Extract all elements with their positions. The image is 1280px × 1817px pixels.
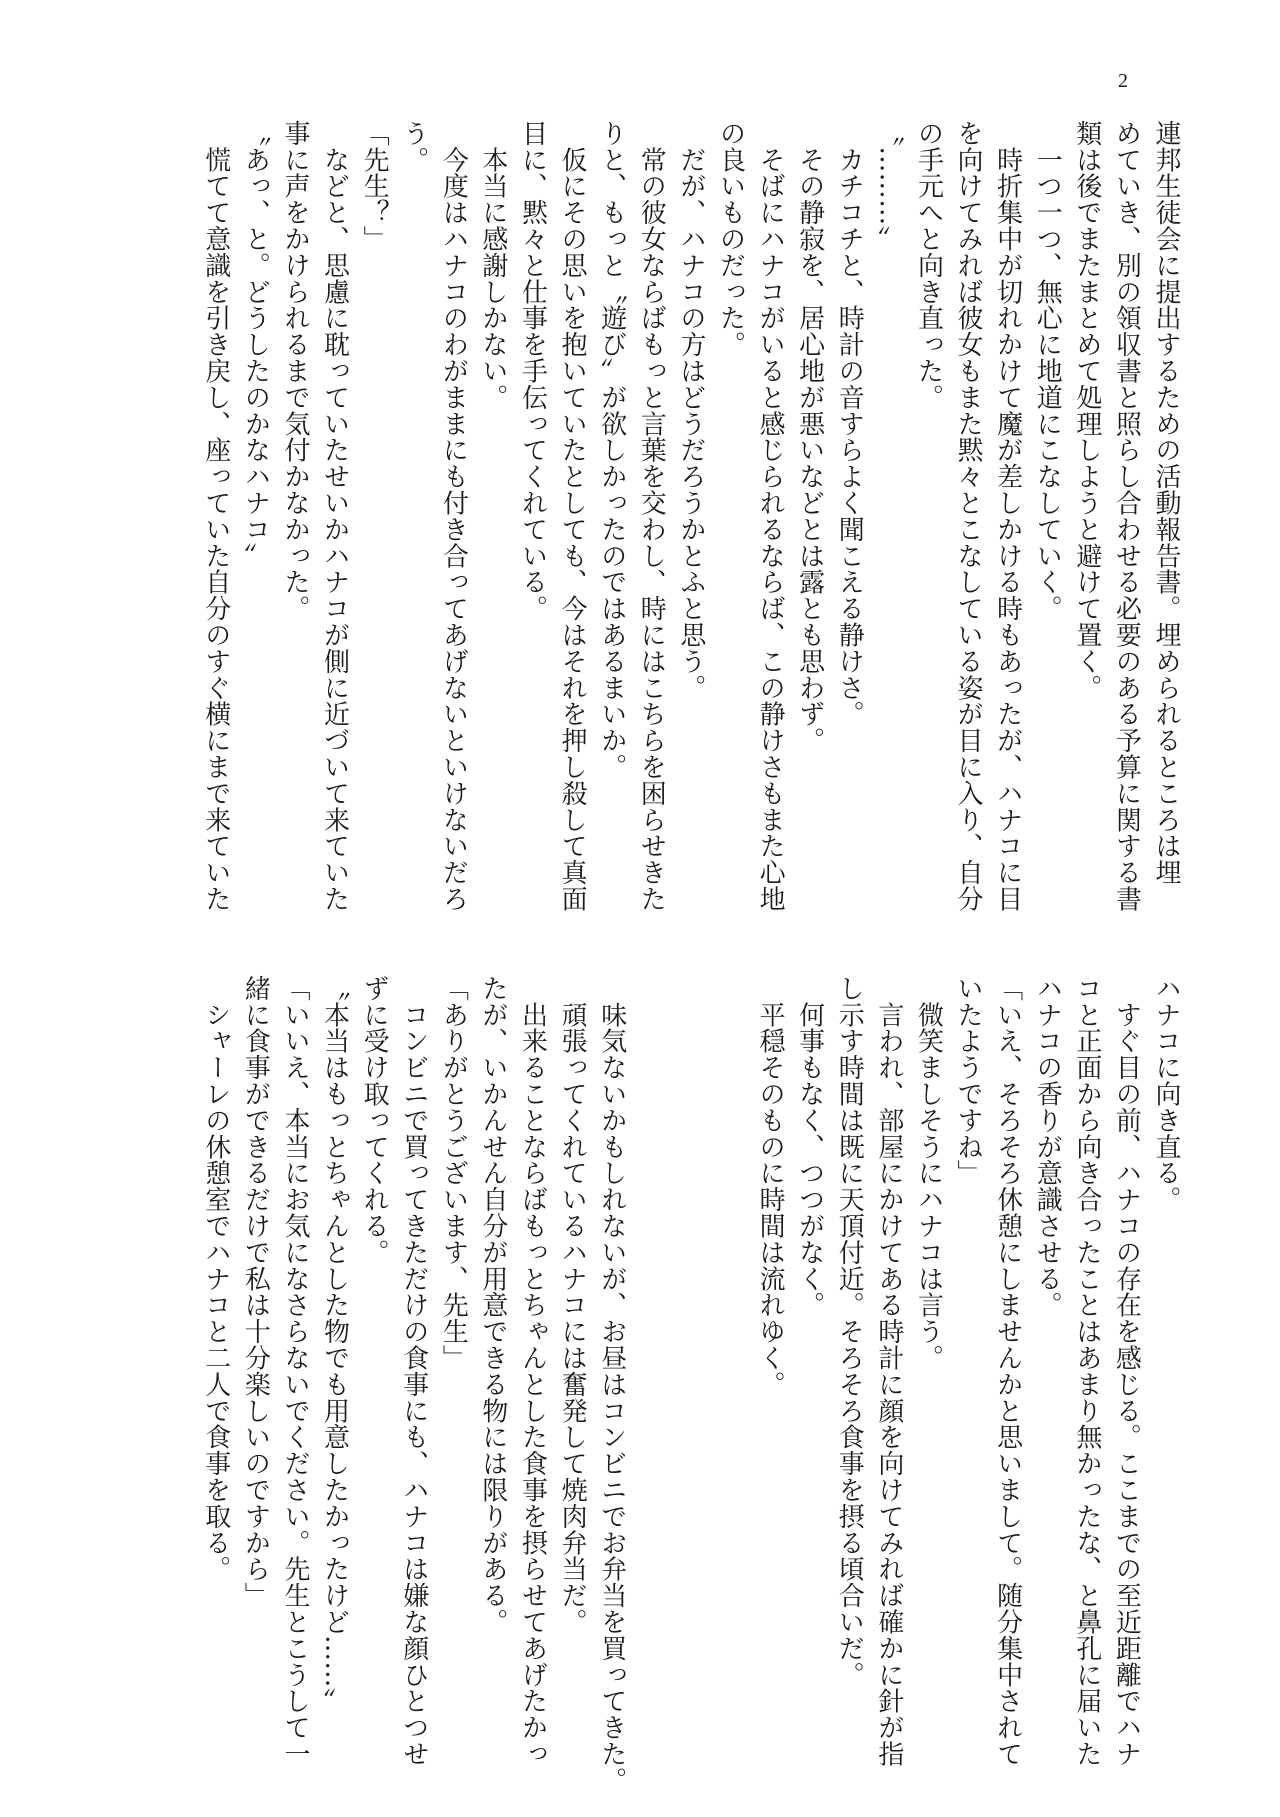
text-line: ハナコの香りが意識させる。 xyxy=(1032,975,1063,1319)
upper-text-block xyxy=(195,120,1185,912)
text-line xyxy=(631,975,671,1745)
text-line: 目に、黙々と仕事を手伝ってくれている。 xyxy=(517,120,548,622)
text-line: 本当に感謝しかない。 xyxy=(477,120,508,411)
text-line: 「いえ、そろそろ休憩にしませんかと思いまして。随分集中されて xyxy=(992,975,1023,1767)
text-line: 時折集中が切れかけて魔が差しかける時もあったが、ハナコに目 xyxy=(992,120,1023,912)
text-line: ハナコに向き直る。 xyxy=(1151,975,1181,1213)
text-line: 連邦生徒会に提出するための活動報告書。埋められるところは埋 xyxy=(1151,120,1181,886)
text-line: 事に声をかけられるまで気付かなかった。 xyxy=(279,120,310,622)
text-line: 〝………〟 xyxy=(873,120,904,252)
text-line: コンビニで買ってきただけの食事にも、ハナコは嫌な顔ひとつせ xyxy=(398,975,429,1767)
text-line: 類は後でまたまとめて処理しようと避けて置く。 xyxy=(1071,120,1102,701)
text-line: の手元へと向き直った。 xyxy=(913,120,944,411)
text-line: たが、いかんせん自分が用意できる物には限りがある。 xyxy=(477,975,508,1635)
text-line: 言われ、部屋にかけてある時計に顔を向けてみれば確かに針が指 xyxy=(873,975,904,1767)
text-line: 「いいえ、本当にお気になさらないでください。先生とこうして一 xyxy=(279,975,310,1767)
text-line: だが、ハナコの方はどうだろうかとふと思う。 xyxy=(675,120,706,701)
text-line: を向けてみれば彼女もまた黙々とこなしている姿が目に入り、自分 xyxy=(953,120,984,912)
text-line: めていき、別の領収書と照らし合わせる必要のある予算に関する書 xyxy=(1111,120,1142,912)
text-line: 何事もなく、つつがなく。 xyxy=(794,975,825,1319)
text-line: コと正面から向き合ったことはあまり無かったな、と鼻孔に届いた xyxy=(1071,975,1102,1767)
text-line: 平穏そのものに時間は流れゆく。 xyxy=(755,975,786,1398)
text-line: カチコチと、時計の音すらよく聞こえる静けさ。 xyxy=(834,120,865,728)
lower-text-block xyxy=(195,975,1185,1794)
text-line: 〝あっ、と。どうしたのかなハナコ〟 xyxy=(240,120,271,569)
text-line: 〝本当はもっとちゃんとした物でも用意したかったけど……〟 xyxy=(319,975,350,1715)
text-line: 「ありがとうございます、先生」 xyxy=(438,975,469,1371)
text-line: 仮にその思いを抱いていたとしても、今はそれを押し殺して真面 xyxy=(557,120,588,912)
text-line: ずに受け取ってくれる。 xyxy=(359,975,390,1266)
text-line: 頑張ってくれているハナコには奮発して焼肉弁当だ。 xyxy=(557,975,588,1635)
text-line: 味気ないかもしれないが、お昼はコンビニでお弁当を買ってきた。 xyxy=(596,975,627,1794)
text-line: その静寂を、居心地が悪いなどとは露とも思わず。 xyxy=(794,120,825,754)
text-line: などと、思慮に耽っていたせいかハナコが側に近づいて来ていた xyxy=(319,120,350,912)
text-line: いたようですね」 xyxy=(953,975,984,1187)
text-line xyxy=(710,975,750,1745)
text-line: 微笑ましそうにハナコは言う。 xyxy=(913,975,944,1371)
text-line xyxy=(670,975,710,1745)
text-line: 出来ることならばもっとちゃんとした食事を摂らせてあげたかっ xyxy=(517,975,548,1767)
text-line: 慌てて意識を引き戻し、座っていた自分のすぐ横にまで来ていた xyxy=(200,120,231,912)
text-line: すぐ目の前、ハナコの存在を感じる。ここまでの至近距離でハナ xyxy=(1111,975,1142,1767)
text-line: シャーレの休憩室でハナコと二人で食事を取る。 xyxy=(200,975,231,1583)
text-line: りと、もっと〝遊び〟が欲しかったのではあるまいか。 xyxy=(596,120,627,780)
text-line: う。 xyxy=(398,120,429,173)
text-line: 緒に食事ができるだけで私は十分楽しいのですから」 xyxy=(240,975,271,1609)
text-line: 一つ一つ、無心に地道にこなしていく。 xyxy=(1032,120,1063,622)
text-line: 今度はハナコのわがままにも付き合ってあげないといけないだろ xyxy=(438,120,469,912)
text-line: 常の彼女ならばもっと言葉を交わし、時にはこちらを困らせきた xyxy=(636,120,667,912)
text-line: の良いものだった。 xyxy=(715,120,746,358)
text-line: そばにハナコがいると感じられるならば、この静けさもまた心地 xyxy=(755,120,786,912)
page-number: 2 xyxy=(1118,70,1128,92)
text-line: 「先生？」 xyxy=(359,120,390,252)
text-line: し示す時間は既に天頂付近。そろそろ食事を摂る頃合いだ。 xyxy=(834,975,865,1688)
